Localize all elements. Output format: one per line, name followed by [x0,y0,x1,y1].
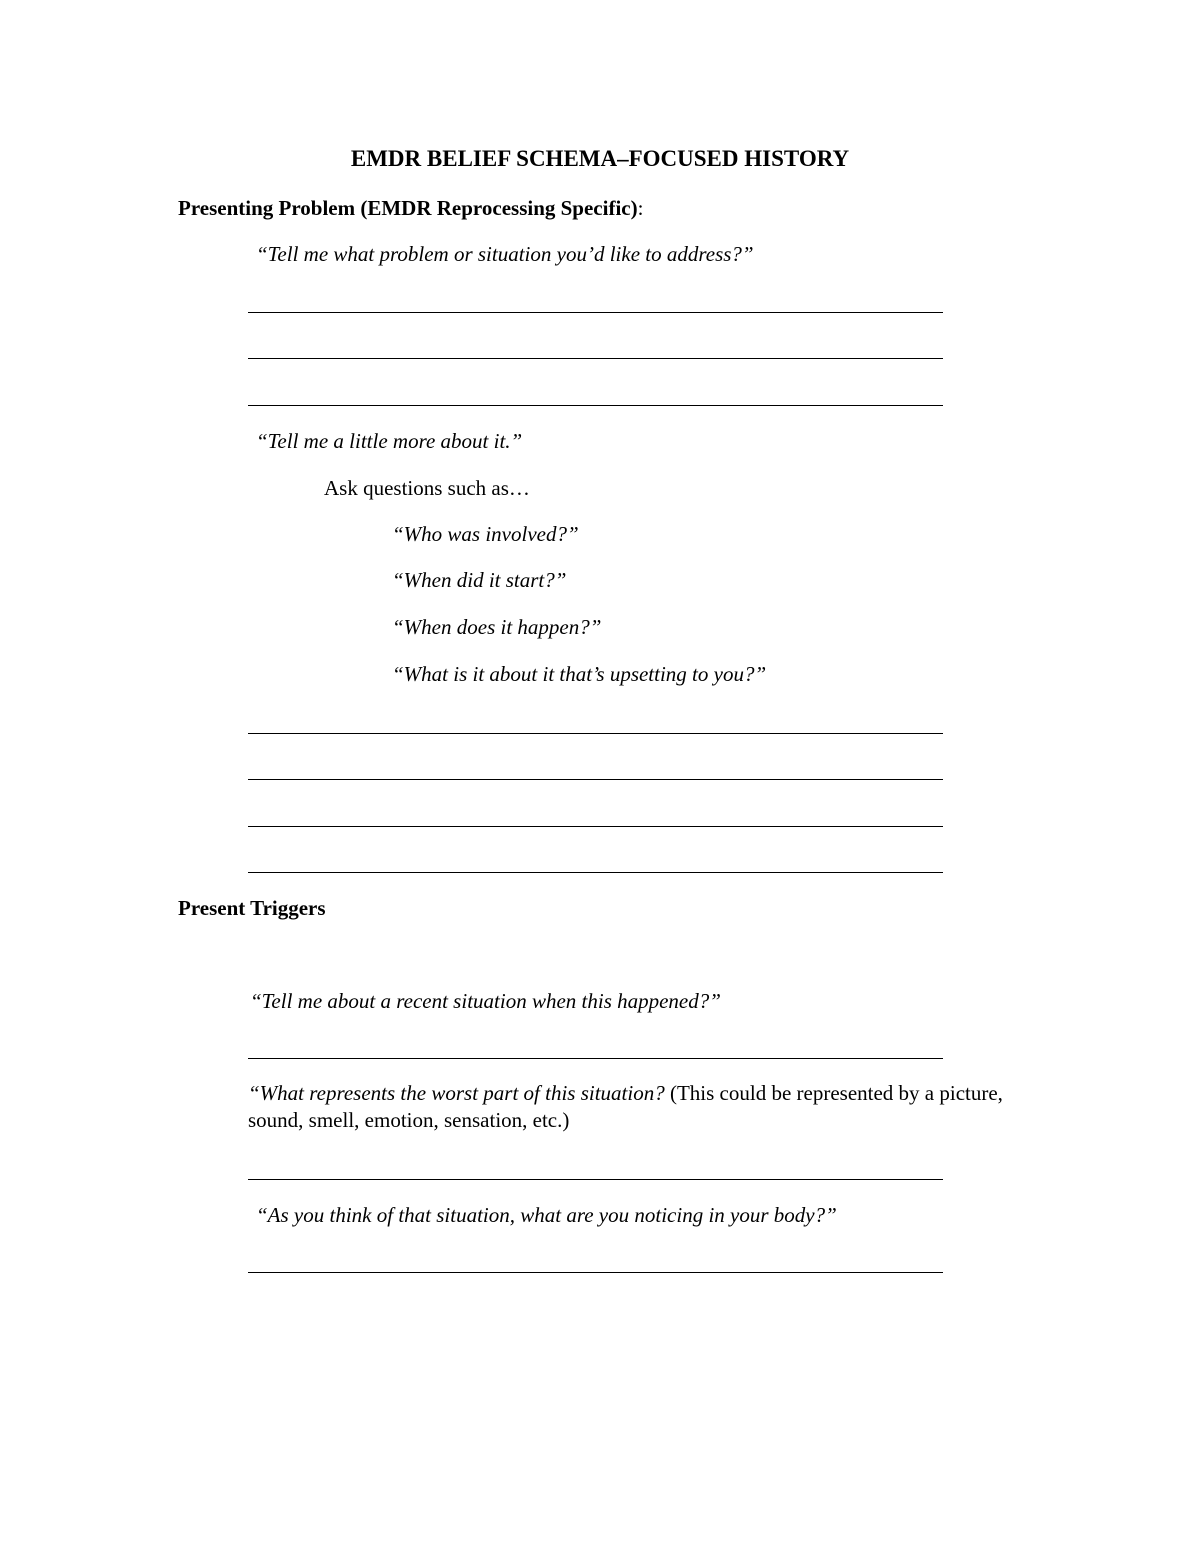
presenting-problem-heading-text: Presenting Problem (EMDR Reprocessing Specific) [178,196,638,220]
question-who-involved: “Who was involved?” [392,522,579,546]
prompt-tell-more: “Tell me a little more about it.” [256,429,523,453]
prompt-recent-situation: “Tell me about a recent situation when this happened?” [250,989,721,1013]
present-triggers-heading: Present Triggers [178,896,326,920]
answer-line[interactable] [248,312,943,313]
heading-colon: : [637,196,644,220]
prompt-body-noticing: “As you think of that situation, what are you noticing in your body?” [256,1203,837,1227]
question-what-upsetting: “What is it about it that’s upsetting to you?” [392,662,767,686]
answer-line[interactable] [248,826,943,827]
answer-line[interactable] [248,872,943,873]
prompt-problem-situation: “Tell me what problem or situation you’d like to address?” [256,242,754,266]
prompt-worst-part-note: (This could be represented by a picture, sound, smell, emotion, sensation, etc.) [248,1081,1003,1132]
answer-line[interactable] [248,1272,943,1273]
prompt-worst-part [248,1080,1038,1134]
prompt-worst-part-question: “What represents the worst part of this situation? [248,1081,665,1105]
answer-line[interactable] [248,779,943,780]
document-title: EMDR BELIEF SCHEMA–FOCUSED HISTORY [350,146,850,171]
answer-line[interactable] [248,733,943,734]
question-when-happen: “When does it happen?” [392,615,602,639]
presenting-problem-heading [178,195,643,221]
answer-line[interactable] [248,405,943,406]
answer-line[interactable] [248,358,943,359]
ask-questions-intro: Ask questions such as… [324,476,530,500]
question-when-start: “When did it start?” [392,568,567,592]
answer-line[interactable] [248,1058,943,1059]
answer-line[interactable] [248,1179,943,1180]
